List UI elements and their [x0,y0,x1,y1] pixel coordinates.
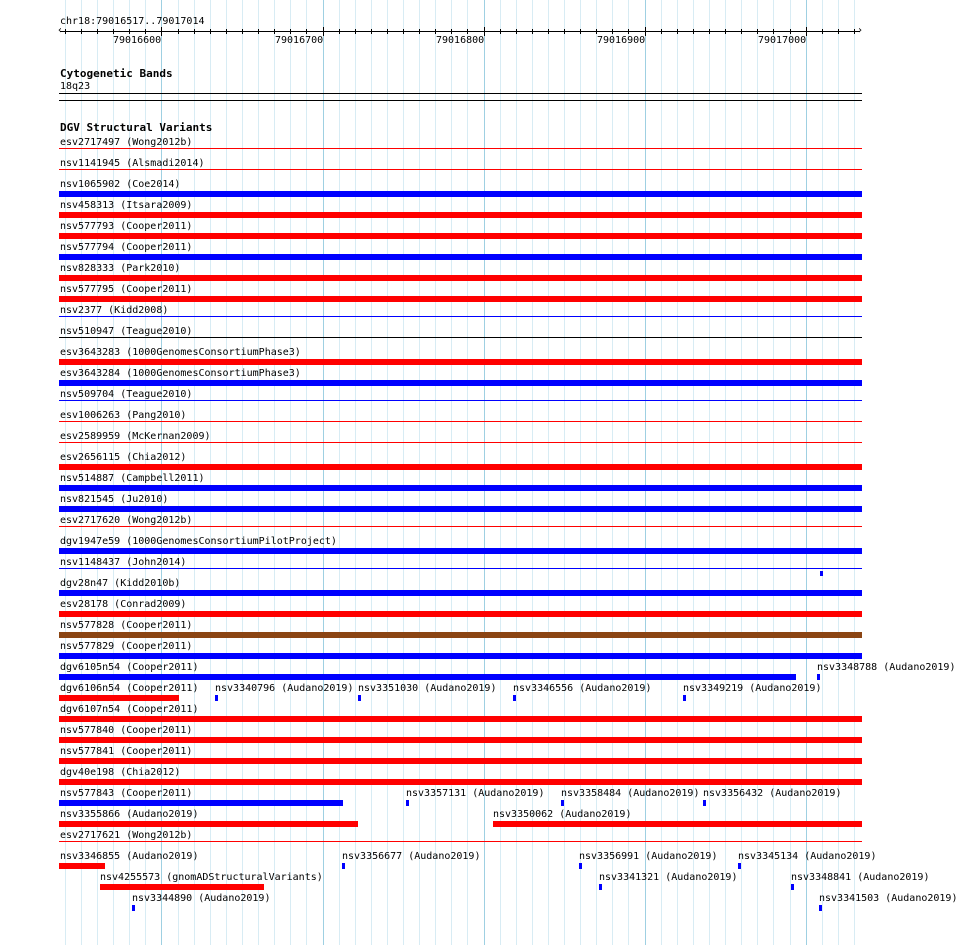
variant-line[interactable] [59,568,862,569]
ruler-tick [838,29,839,34]
variant-label[interactable]: nsv3345134 (Audano2019) [738,851,877,862]
variant-label[interactable]: nsv577843 (Cooper2011) [60,788,193,799]
grid-line [596,0,597,945]
grid-line [451,0,452,945]
variant-mark[interactable] [579,863,582,869]
ruler-tick [773,29,774,34]
variant-line[interactable] [59,421,862,422]
variant-label[interactable]: esv3643284 (1000GenomesConsortiumPhase3) [60,368,301,379]
ruler-tick [596,29,597,34]
variant-bar[interactable] [100,884,264,890]
grid-line [709,0,710,945]
ruler-tick [548,29,549,34]
ruler-tick [306,29,307,34]
location-label: chr18:79016517..79017014 [60,16,205,27]
variant-mark[interactable] [215,695,218,701]
variant-label[interactable]: nsv1065902 (Coe2014) [60,179,181,190]
variant-label[interactable]: nsv3348788 (Audano2019) [817,662,956,673]
grid-line [467,0,468,945]
ruler-tick [403,29,404,34]
variant-label[interactable]: esv3643283 (1000GenomesConsortiumPhase3) [60,347,301,358]
variant-bar[interactable] [59,674,796,680]
ruler-tick [661,29,662,34]
scroll-left-icon[interactable]: ‹ [57,25,64,36]
ruler-tick [532,29,533,34]
variant-bar[interactable] [59,506,862,512]
cytoband-label[interactable]: 18q23 [60,81,91,92]
variant-bar[interactable] [59,359,862,365]
ruler-axis [60,31,860,32]
variant-bar[interactable] [59,464,862,470]
cytoband-bar-top [59,93,862,94]
grid-line [741,0,742,945]
variant-label[interactable]: nsv458313 (Itsara2009) [60,200,193,211]
cytoband-track-title: Cytogenetic Bands [60,67,173,80]
variant-mark[interactable] [358,695,361,701]
ruler-tick [419,29,420,34]
ruler-tick [145,29,146,34]
ruler-tick [371,29,372,34]
ruler-tick [97,29,98,34]
variant-label[interactable]: nsv3355866 (Audano2019) [60,809,199,820]
ruler-tick [355,29,356,34]
grid-line [500,0,501,945]
grid-line [403,0,404,945]
variant-bar[interactable] [59,380,862,386]
variant-bar[interactable] [59,548,862,554]
grid-line [612,0,613,945]
variant-label[interactable]: nsv3348841 (Audano2019) [791,872,930,883]
variant-mark[interactable] [791,884,794,890]
variant-mark[interactable] [406,800,409,806]
variant-label[interactable]: esv2717620 (Wong2012b) [60,515,193,526]
variant-label[interactable]: nsv577829 (Cooper2011) [60,641,193,652]
ruler-tick [339,29,340,34]
variant-label[interactable]: nsv577840 (Cooper2011) [60,725,193,736]
variant-bar[interactable] [59,800,343,806]
variant-label[interactable]: nsv3357131 (Audano2019) [406,788,545,799]
ruler-tick [516,29,517,34]
grid-line [822,0,823,945]
grid-line [564,0,565,945]
variant-bar[interactable] [59,590,862,596]
variant-label[interactable]: nsv509704 (Teague2010) [60,389,193,400]
ruler-tick [790,29,791,34]
scroll-right-icon[interactable]: › [857,25,864,36]
variant-label[interactable]: nsv3341321 (Audano2019) [599,872,738,883]
variant-label[interactable]: nsv3356677 (Audano2019) [342,851,481,862]
ruler-tick [387,29,388,34]
ruler-tick-label: 79016900 [597,35,646,46]
variant-label[interactable]: nsv3358484 (Audano2019) [561,788,700,799]
grid-line [645,0,646,945]
variant-mark[interactable] [132,905,135,911]
variant-label[interactable]: nsv577828 (Cooper2011) [60,620,193,631]
grid-line [628,0,629,945]
variant-mark[interactable] [820,571,823,576]
ruler-tick [709,29,710,34]
ruler-tick-label: 79016700 [275,35,324,46]
variant-bar[interactable] [59,779,862,785]
ruler-tick [677,29,678,34]
grid-line [725,0,726,945]
variant-bar[interactable] [59,863,105,869]
variant-bar[interactable] [59,254,862,260]
variant-bar[interactable] [59,716,862,722]
variant-label[interactable]: nsv828333 (Park2010) [60,263,181,274]
variant-line[interactable] [59,400,862,401]
grid-line [580,0,581,945]
grid-line [790,0,791,945]
variant-mark[interactable] [513,695,516,701]
variant-mark[interactable] [817,674,820,680]
variant-label[interactable]: nsv3350062 (Audano2019) [493,809,632,820]
grid-line [806,0,807,945]
ruler-tick-label: 79016600 [113,35,162,46]
ruler-tick [113,29,114,34]
variant-label[interactable]: dgv6105n54 (Cooper2011) [60,662,199,673]
variant-label[interactable]: nsv821545 (Ju2010) [60,494,169,505]
ruler-tick [258,29,259,34]
variant-bar[interactable] [59,275,862,281]
variant-bar[interactable] [59,191,862,197]
ruler-tick [178,29,179,34]
variant-label[interactable]: esv28178 (Conrad2009) [60,599,187,610]
ruler-tick-label: 79016800 [436,35,485,46]
ruler-tick [242,29,243,34]
variant-label[interactable]: esv1006263 (Pang2010) [60,410,187,421]
variant-label[interactable]: dgv1947e59 (1000GenomesConsortiumPilotProject) [60,536,337,547]
variant-label[interactable]: nsv1148437 (John2014) [60,557,187,568]
variant-label[interactable]: nsv514887 (Campbell2011) [60,473,205,484]
variant-bar[interactable] [59,695,179,701]
variant-line[interactable] [59,526,862,527]
variant-mark[interactable] [703,800,706,806]
variant-label[interactable]: dgv6107n54 (Cooper2011) [60,704,199,715]
variant-line[interactable] [59,337,862,338]
grid-line [757,0,758,945]
variant-label[interactable]: nsv3346556 (Audano2019) [513,683,652,694]
ruler-tick [757,29,758,34]
ruler-tick [290,29,291,34]
ruler-tick-label: 79017000 [758,35,807,46]
cytoband-bar-bottom [59,100,862,101]
variant-label[interactable]: dgv28n47 (Kidd2010b) [60,578,181,589]
grid-line [661,0,662,945]
ruler-tick [129,29,130,34]
grid-line [548,0,549,945]
grid-line [419,0,420,945]
variant-bar[interactable] [59,653,862,659]
grid-line [838,0,839,945]
variant-mark[interactable] [342,863,345,869]
ruler-tick [226,29,227,34]
variant-label[interactable]: nsv510947 (Teague2010) [60,326,193,337]
variant-bar[interactable] [493,821,862,827]
variant-label[interactable]: nsv1141945 (Alsmadi2014) [60,158,205,169]
dgv-track-title: DGV Structural Variants [60,121,213,134]
grid-line [484,0,485,945]
variant-bar[interactable] [59,737,862,743]
grid-line [516,0,517,945]
variant-line[interactable] [59,841,862,842]
variant-bar[interactable] [59,758,862,764]
ruler-tick [628,29,629,34]
variant-line[interactable] [59,148,862,149]
variant-bar[interactable] [59,233,862,239]
ruler-tick [612,29,613,34]
variant-label[interactable]: nsv3356432 (Audano2019) [703,788,842,799]
ruler-tick [854,29,855,34]
variant-mark[interactable] [819,905,822,911]
variant-label[interactable]: dgv6106n54 (Cooper2011) [60,683,199,694]
grid-line [693,0,694,945]
variant-label[interactable]: nsv3346855 (Audano2019) [60,851,199,862]
grid-line [773,0,774,945]
ruler-tick [725,29,726,34]
variant-label[interactable]: esv2589959 (McKernan2009) [60,431,211,442]
variant-line[interactable] [59,442,862,443]
variant-label[interactable]: nsv3340796 (Audano2019) [215,683,354,694]
variant-label[interactable]: nsv2377 (Kidd2008) [60,305,169,316]
variant-line[interactable] [59,169,862,170]
variant-label[interactable]: nsv577841 (Cooper2011) [60,746,193,757]
variant-bar[interactable] [59,212,862,218]
ruler-tick [564,29,565,34]
variant-label[interactable]: nsv3344890 (Audano2019) [132,893,271,904]
ruler-tick [65,29,66,34]
grid-line [387,0,388,945]
variant-mark[interactable] [683,695,686,701]
ruler-tick [500,29,501,34]
grid-line [854,0,855,945]
ruler-tick [580,29,581,34]
grid-line [355,0,356,945]
variant-mark[interactable] [738,863,741,869]
grid-line [677,0,678,945]
variant-label[interactable]: nsv577794 (Cooper2011) [60,242,193,253]
variant-mark[interactable] [561,800,564,806]
variant-bar[interactable] [59,296,862,302]
ruler-tick [210,29,211,34]
variant-label[interactable]: esv2717497 (Wong2012b) [60,137,193,148]
grid-line [532,0,533,945]
variant-label[interactable]: nsv3356991 (Audano2019) [579,851,718,862]
variant-bar[interactable] [59,632,862,638]
ruler-tick [81,29,82,34]
variant-line[interactable] [59,316,862,317]
variant-bar[interactable] [59,821,358,827]
ruler-tick [451,29,452,34]
ruler-tick [741,29,742,34]
variant-label[interactable]: esv2717621 (Wong2012b) [60,830,193,841]
variant-label[interactable]: dgv40e198 (Chia2012) [60,767,181,778]
variant-bar[interactable] [59,485,862,491]
variant-label[interactable]: nsv4255573 (gnomADStructuralVariants) [100,872,323,883]
grid-line [371,0,372,945]
ruler-tick [194,29,195,34]
ruler-tick [435,29,436,34]
ruler-tick [467,29,468,34]
variant-label[interactable]: esv2656115 (Chia2012) [60,452,187,463]
grid-line [435,0,436,945]
ruler-tick [822,29,823,34]
variant-label[interactable]: nsv577793 (Cooper2011) [60,221,193,232]
ruler-tick [693,29,694,34]
variant-mark[interactable] [599,884,602,890]
variant-bar[interactable] [59,611,862,617]
ruler-tick [274,29,275,34]
variant-label[interactable]: nsv3351030 (Audano2019) [358,683,497,694]
variant-label[interactable]: nsv3341503 (Audano2019) [819,893,957,904]
variant-label[interactable]: nsv3349219 (Audano2019) [683,683,822,694]
variant-label[interactable]: nsv577795 (Cooper2011) [60,284,193,295]
